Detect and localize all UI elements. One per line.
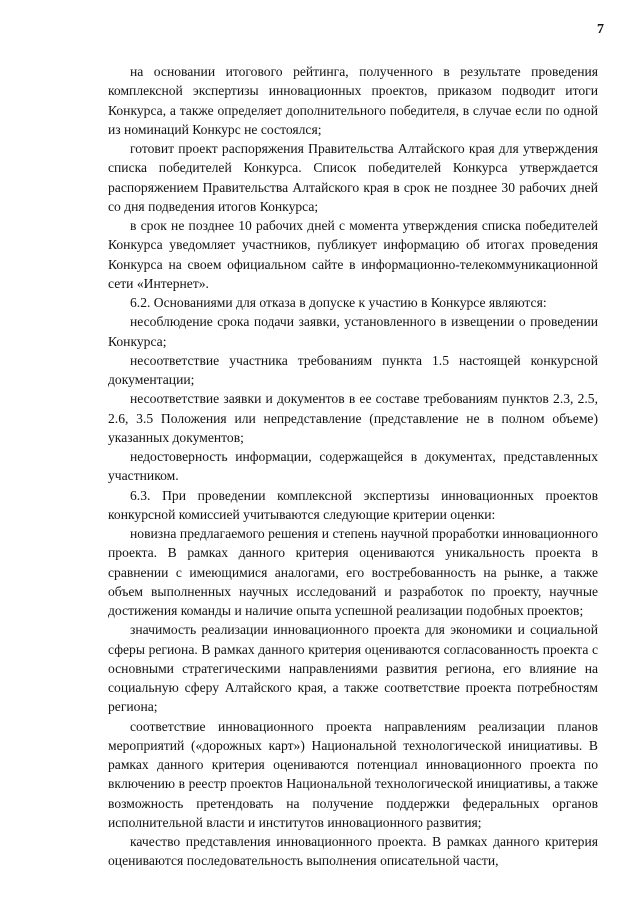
paragraph-criterion-presentation-quality: качество представления инновационного проекта. В рамках данного критерия оцениваются последовательность выполнения описательной части, (108, 834, 598, 869)
paragraph-false-information: недостоверность информации, содержащейся в документах, представленных участником. (108, 449, 598, 484)
page-number: 7 (597, 22, 604, 37)
paragraph-criterion-nti-compliance: соответствие инновационного проекта направлениям реализации планов мероприятий («дорожных карт») Национальной технологической инициативы. В рамках данного критерия оцениваются потенциал инновационного проекта по включению в реестр проектов Национальной технологической инициативы, а также возможность претендовать на получение поддержки федеральных органов исполнительной власти и институтов инновационного развития; (108, 718, 598, 830)
paragraph-deadline-violation: несоблюдение срока подачи заявки, установленного в извещении о проведении Конкурса; (108, 314, 598, 349)
paragraph-criterion-novelty: новизна предлагаемого решения и степень научной проработки инновационного проекта. В рамках данного критерия оцениваются уникальность проекта в сравнении с имеющимися аналогами, его востребованность на рынке, а также объем выполненных научных исследований и разработок по проекту, научные достижения команды и наличие опыта успешной реализации подобных проектов; (108, 526, 598, 618)
paragraph-draft-order: готовит проект распоряжения Правительства Алтайского края для утверждения списка победителей Конкурса. Список победителей Конкурса утверждается распоряжением Правительства Алтайского края в срок не позднее 30 рабочих дней со дня подведения итогов Конкурса; (108, 141, 598, 214)
paragraph-section-6-2: 6.2. Основаниями для отказа в допуске к участию в Конкурсе являются: (130, 295, 547, 310)
paragraph-notification: в срок не позднее 10 рабочих дней с момента утверждения списка победителей Конкурса уведомляет участников, публикует информацию об итогах проведения Конкурса на своем официальном сайте в информационно-телекоммуникационной сети «Интернет». (108, 218, 598, 291)
paragraph-participant-noncompliance: несоответствие участника требованиям пункта 1.5 настоящей конкурсной документации; (108, 352, 598, 387)
paragraph-application-noncompliance: несоответствие заявки и документов в ее составе требованиям пунктов 2.3, 2.5, 2.6, 3.5 Положения или непредставление (представление не в полном объеме) указанных документов; (108, 391, 598, 445)
document-body (108, 62, 598, 871)
paragraph-section-6-3: 6.3. При проведении комплексной экспертизы инновационных проектов конкурсной комиссией учитываются следующие критерии оценки: (108, 487, 598, 522)
paragraph-criterion-significance: значимость реализации инновационного проекта для экономики и социальной сферы региона. В рамках данного критерия оцениваются согласованность проекта с основными стратегическими направлениями развития региона, его влияние на социальную сферу Алтайского края, а также соответствие проекта потребностям региона; (108, 622, 598, 715)
paragraph-results-approval: на основании итогового рейтинга, полученного в результате проведения комплексной экспертизы инновационных проектов, приказом подводит итоги Конкурса, а также определяет дополнительного победителя, в случае если по одной из номинаций Конкурс не состоялся; (108, 64, 598, 137)
